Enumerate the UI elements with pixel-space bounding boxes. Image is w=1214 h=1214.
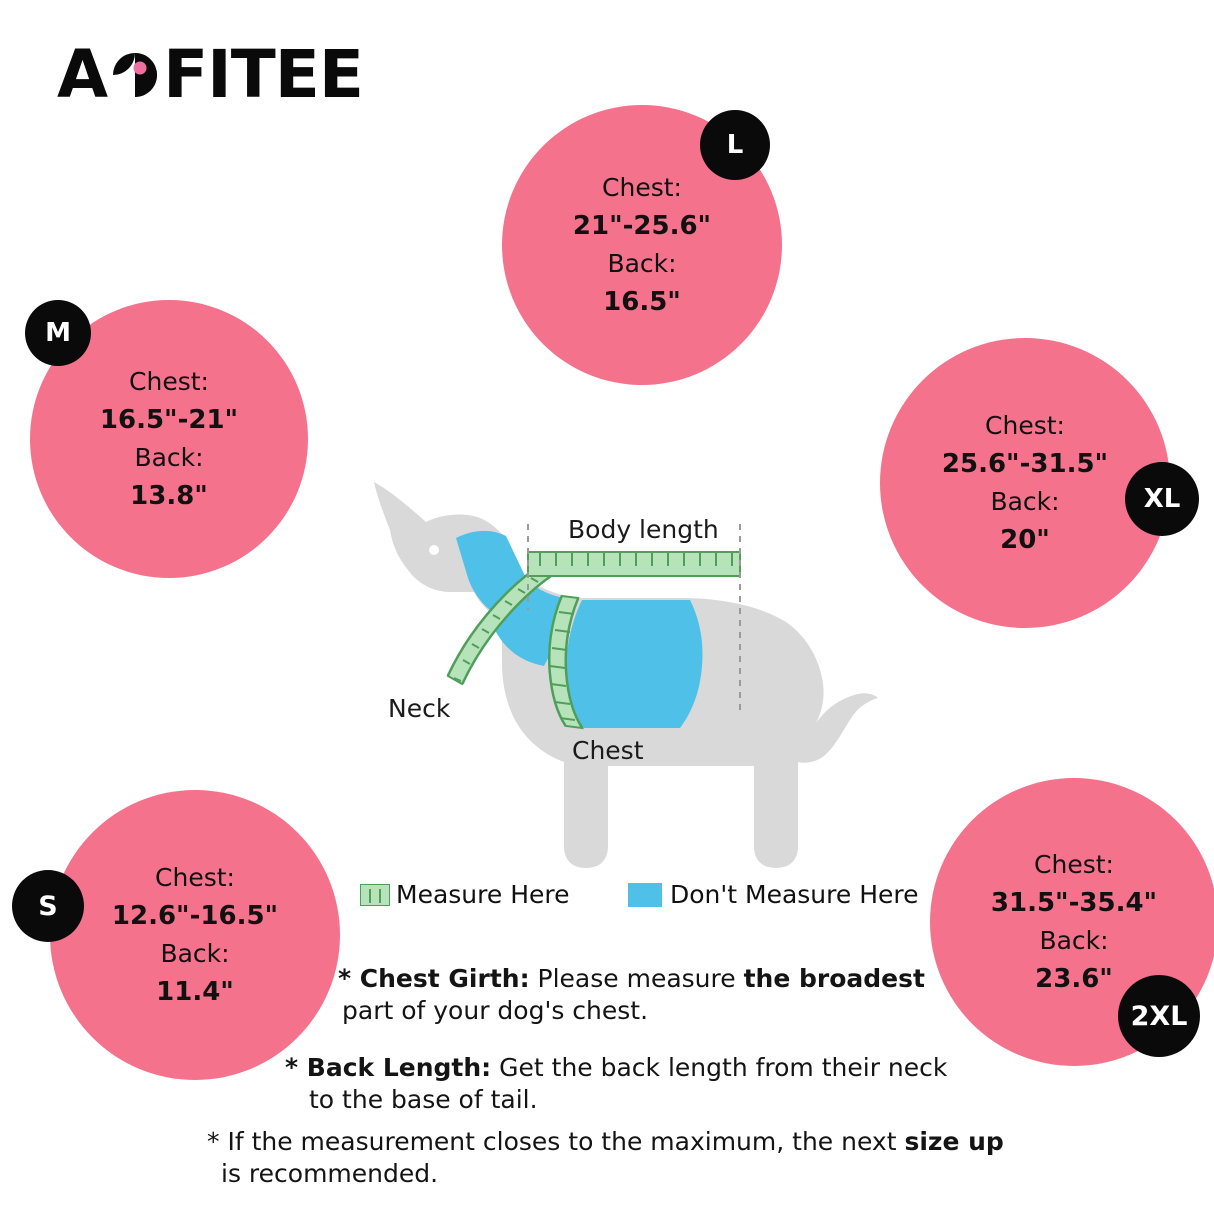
note-size-up-part1: * If the measurement closes to the maximum, the next xyxy=(207,1127,905,1156)
note-chest-girth-part2: part of your dog's chest. xyxy=(342,996,649,1025)
note-size-up xyxy=(207,1126,1027,1190)
note-chest-girth-title: * Chest Girth: xyxy=(338,964,530,993)
chest-label-l: Chest: xyxy=(602,173,682,202)
brand-name-right: FITEE xyxy=(163,36,363,113)
neck-label: Neck xyxy=(388,694,451,723)
size-bubble-s xyxy=(50,790,340,1080)
brand-name-left: A xyxy=(57,36,108,113)
legend xyxy=(360,880,920,914)
note-chest-girth-part1: Please measure xyxy=(529,964,744,993)
size-badge-m: M xyxy=(25,300,91,366)
size-badge-s: S xyxy=(12,870,84,942)
chest-value-l: 21"-25.6" xyxy=(572,211,712,241)
size-badge-2xl: 2XL xyxy=(1118,975,1200,1057)
blue-block-swatch-icon xyxy=(628,883,662,907)
note-back-length-part1: Get the back length from their neck xyxy=(491,1053,948,1082)
back-label-xl: Back: xyxy=(990,487,1060,516)
size-badge-l: L xyxy=(700,110,770,180)
note-size-up-strong: size up xyxy=(904,1127,1004,1156)
legend-dont-measure-here xyxy=(628,880,919,909)
note-back-length xyxy=(285,1052,985,1116)
chest-value-m: 16.5"-21" xyxy=(99,405,239,435)
legend-measure-label: Measure Here xyxy=(396,880,570,909)
back-value-2xl: 23.6" xyxy=(1035,964,1113,994)
chest-value-s: 12.6"-16.5" xyxy=(111,901,279,931)
back-value-xl: 20" xyxy=(1000,525,1050,555)
back-value-l: 16.5" xyxy=(603,287,681,317)
dog-diagram xyxy=(330,470,890,900)
chest-label-2xl: Chest: xyxy=(1034,850,1114,879)
chest-label-s: Chest: xyxy=(155,863,235,892)
note-back-length-part2: to the base of tail. xyxy=(309,1085,538,1114)
body-length-label: Body length xyxy=(568,515,719,544)
back-label-l: Back: xyxy=(607,249,677,278)
brand-logo xyxy=(57,36,363,113)
chest-label: Chest xyxy=(572,736,644,765)
dog-head-logo-icon xyxy=(109,49,161,101)
chest-label-m: Chest: xyxy=(129,367,209,396)
back-value-m: 13.8" xyxy=(130,481,208,511)
back-label-s: Back: xyxy=(160,939,230,968)
tape-measure-swatch-icon xyxy=(360,884,390,906)
back-label-2xl: Back: xyxy=(1039,926,1109,955)
note-back-length-title: * Back Length: xyxy=(285,1053,492,1082)
back-value-s: 11.4" xyxy=(156,977,234,1007)
legend-dont-measure-label: Don't Measure Here xyxy=(670,880,919,909)
chest-label-xl: Chest: xyxy=(985,411,1065,440)
chest-value-2xl: 31.5"-35.4" xyxy=(990,888,1158,918)
note-chest-girth xyxy=(338,963,978,1027)
chest-value-xl: 25.6"-31.5" xyxy=(941,449,1109,479)
note-chest-girth-strong: the broadest xyxy=(743,964,925,993)
note-size-up-part2: is recommended. xyxy=(221,1159,439,1188)
size-bubble-xl xyxy=(880,338,1170,628)
back-label-m: Back: xyxy=(134,443,204,472)
legend-measure-here xyxy=(360,880,570,909)
size-badge-xl: XL xyxy=(1125,462,1199,536)
